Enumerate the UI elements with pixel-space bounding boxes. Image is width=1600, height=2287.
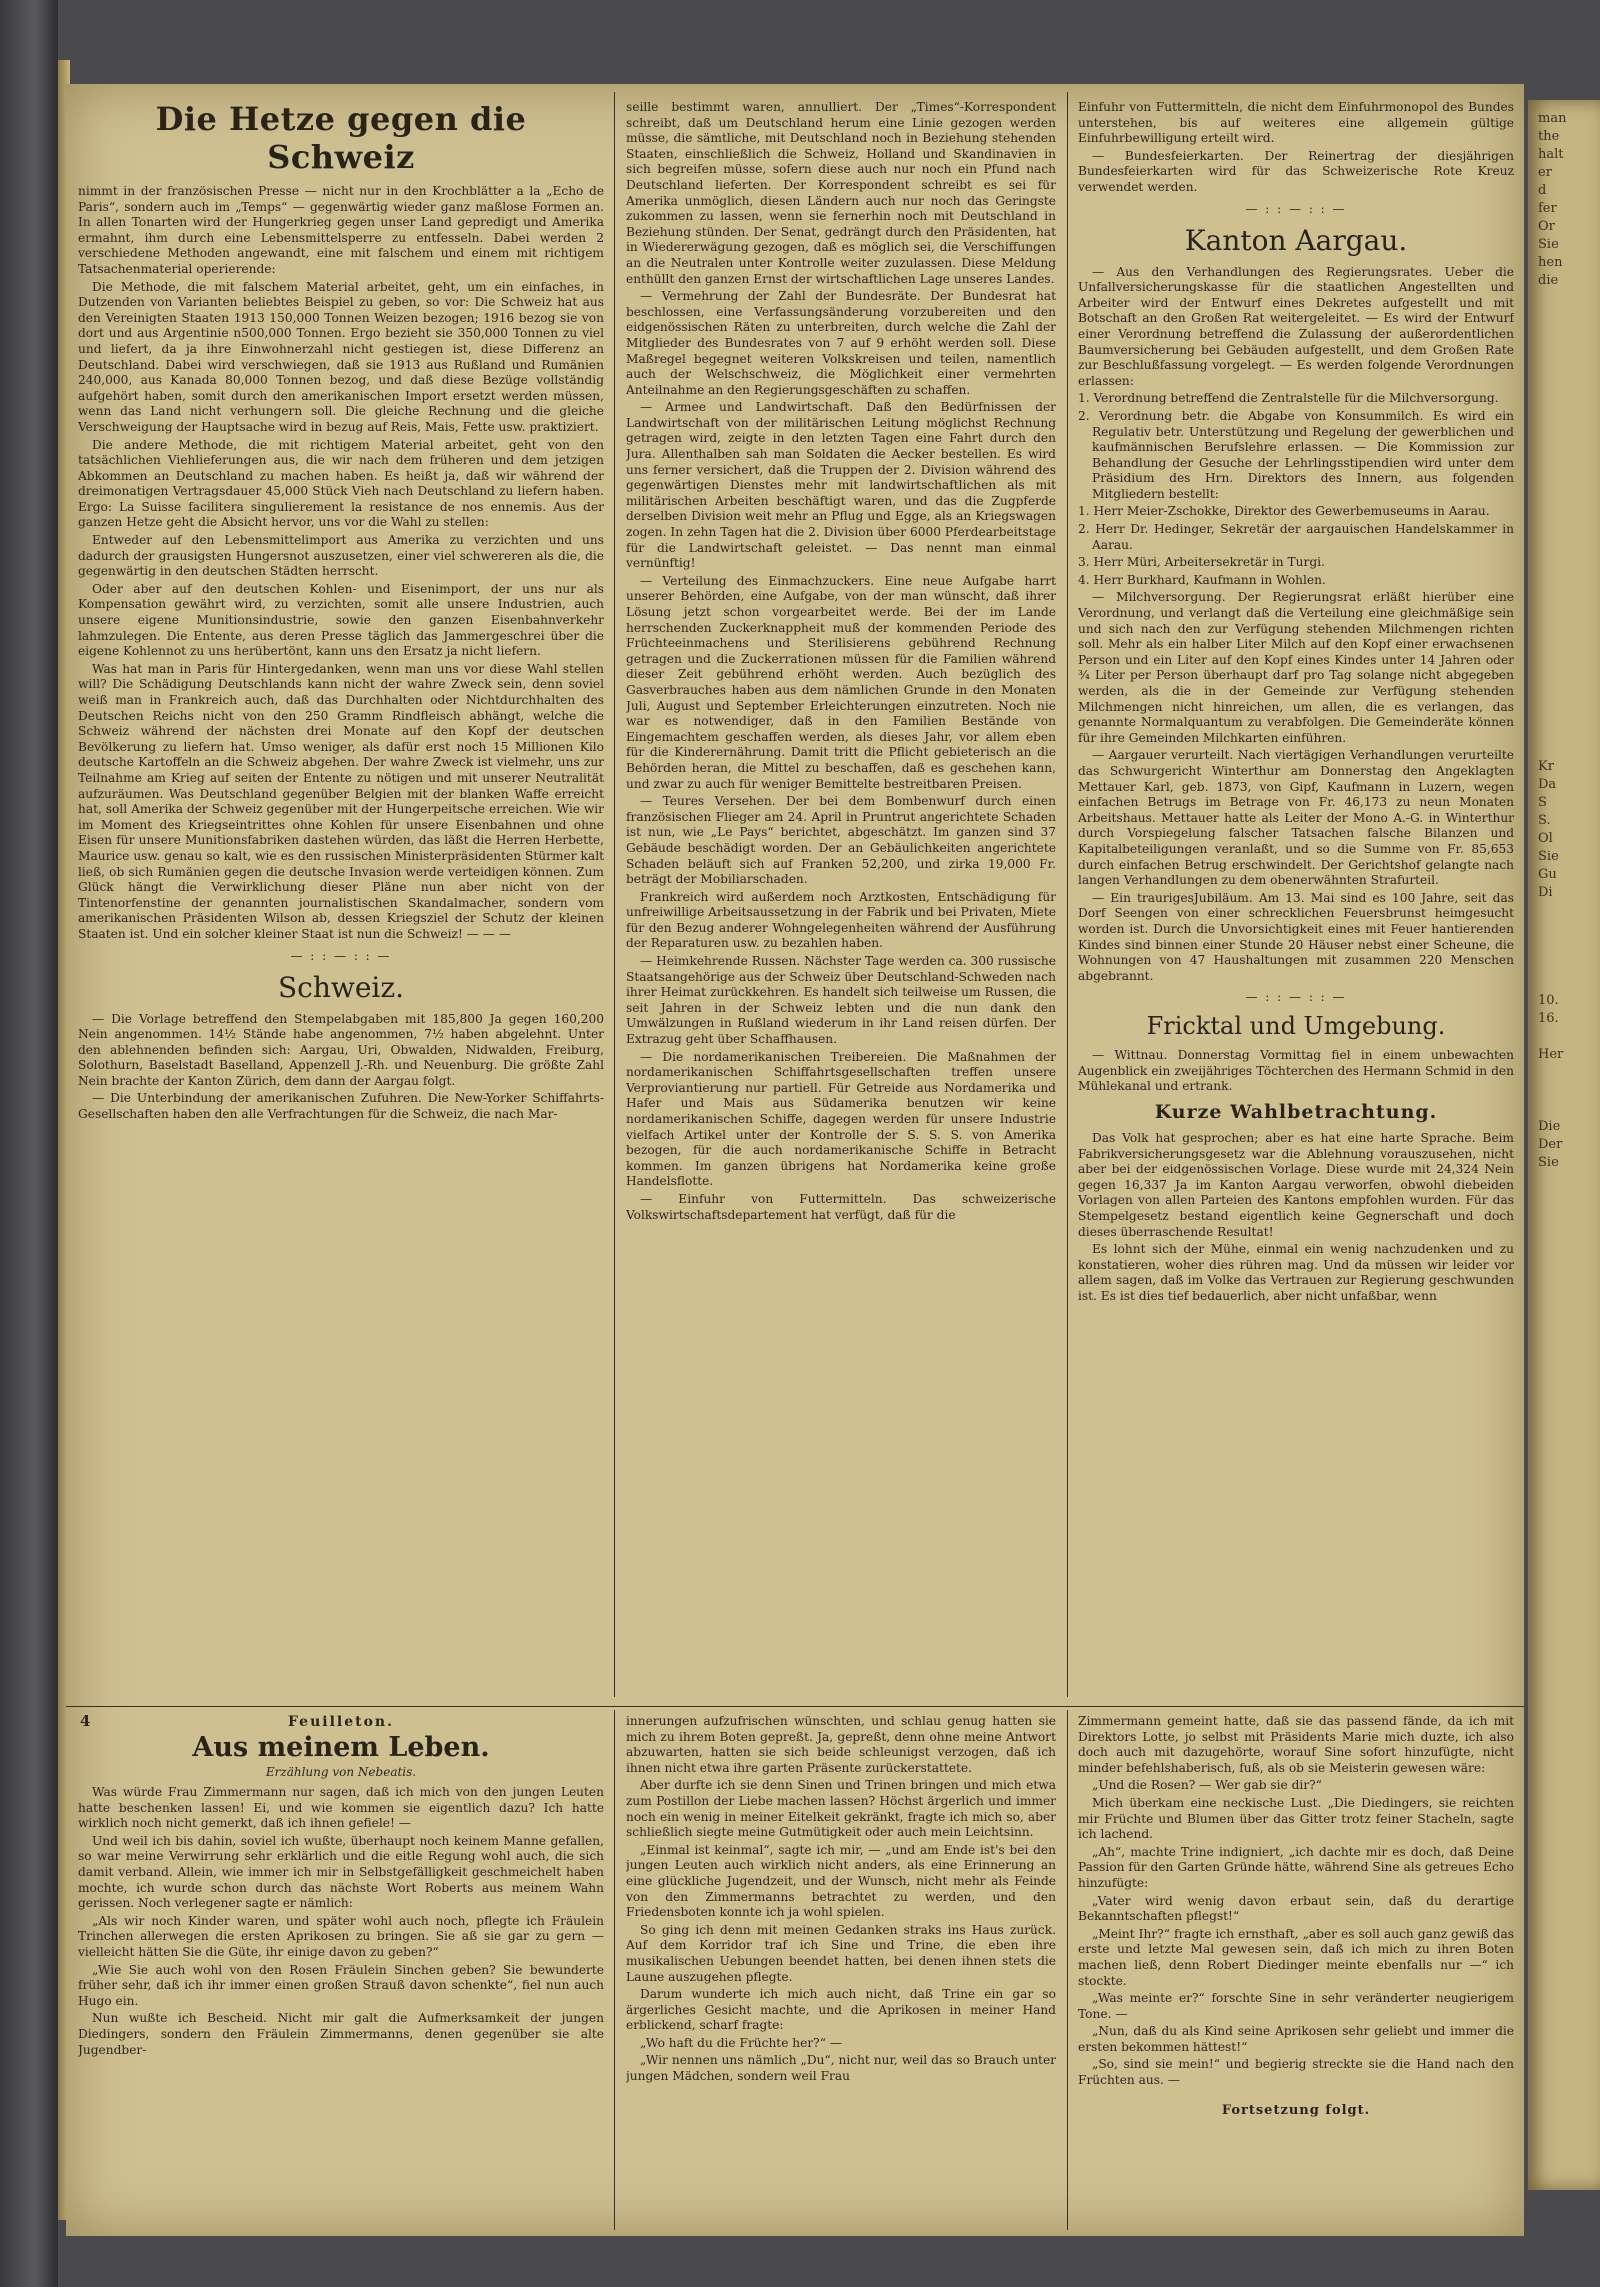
- paragraph: Zimmermann gemeint hatte, daß sie das passend fände, da ich mit Direktors Lotte, jo selbst mit Präsidents Marie mich duzte, ich also doch auch mit dazugehörte, worauf Sine sofort hinzufügte, nicht minder befehlshaberisch, fuß, als ob sie Meisterin gewesen wäre:: [1078, 1714, 1514, 1775]
- paragraph: Darum wunderte ich mich auch nicht, daß Trine ein gar so ärgerliches Gesicht machte, und die Aprikosen in meiner Hand erblickend, scharf fragte:: [626, 1987, 1056, 2033]
- book-binding: [0, 0, 58, 2287]
- paragraph: „Nun, daß du als Kind seine Aprikosen sehr geliebt und immer die ersten bekommen hättest!“: [1078, 2024, 1514, 2054]
- adjacent-page-edge: [1528, 100, 1600, 2190]
- paragraph: nimmt in der französischen Presse — nicht nur in den Krochblätter a la „Echo de Paris“, sondern auch im „Temps“ — gegenwärtig wieder ganz maßlose Formen an. In allen Tonarten wird der Hungerkrieg gegen unser Land gepredigt und Amerika ermahnt, ihm durch eine Lebensmittelsperre zu entfesseln. Dabei werden 2 verschiedene Methoden angewandt, eine mit falschem und einem mit richtigem Tatsachenmaterial operierende:: [78, 184, 604, 276]
- column-2: [626, 100, 1056, 1700]
- paragraph: Mich überkam eine neckische Lust. „Die Diedingers, sie reichten mir Früchte und Blumen über das Gitter trotz feiner Stacheln, sagte ich lachend.: [1078, 1795, 1514, 1842]
- list-item: 4. Herr Burkhard, Kaufmann in Wohlen.: [1078, 572, 1326, 587]
- feuilleton-title: Aus meinem Leben.: [192, 1732, 490, 1763]
- separator: — : : — : : —: [290, 948, 392, 963]
- separator: — : : — : : —: [1245, 990, 1347, 1005]
- paragraph: — Teures Versehen. Der bei dem Bombenwurf durch einen französischen Flieger am 24. April in Pruntrut angerichtete Schaden ist nun, wie „Le Pays“ berichtet, abgeschätzt. Im ganzen sind 37 Gebäude beschädigt worden. Der an Gebäulichkeiten angerichtete Schaden beläuft sich auf Franken 52,200, und zirka 19,000 Fr. beträgt der Mobiliarschaden.: [626, 794, 1056, 887]
- headline-fricktal: Fricktal und Umgebung.: [1146, 1012, 1446, 1041]
- feuilleton-column-3: [1078, 1714, 1514, 2229]
- paragraph: Was würde Frau Zimmermann nur sagen, daß ich mich von den jungen Leuten hatte beschenken lassen! Ei, und wie kommen sie eigentlich dazu? Ich hatte wirklich noch nicht gemerkt, daß ich ihnen gefiele! —: [78, 1785, 604, 1831]
- paragraph: — Die nordamerikanischen Treibereien. Die Maßnahmen der nordamerikanischen Schiffahrtsgesellschaften treffen unsere Verproviantierung nur partiell. Für Getreide aus Nordamerika und Hafer und Mais aus Südamerika benutzen wir keine nordamerikanischen Schiffe, dagegen werden für unsere Industrie vielfach Artikel unter der Kontrolle der S. S. S. von Amerika bezogen, für die auch nordamerikanische Schiffe in Betracht kommen. Im ganzen übrigens hat Nordamerika keine große Handelsflotte.: [626, 1049, 1056, 1189]
- paragraph: „Meint Ihr?“ fragte ich ernsthaft, „aber es soll auch ganz gewiß das erste und letzte Mal gewesen sein, daß ich mich zu ihren Boten machen ließ, denn Robert Diedinger meinte ebenfalls nur —“ ich stockte.: [1078, 1926, 1514, 1988]
- paragraph: — Ein traurigesJubiläum. Am 13. Mai sind es 100 Jahre, seit das Dorf Seengen von einer schrecklichen Feuersbrunst heimgesucht worden ist. Durch die Unvorsichtigkeit eines mit Feuer hantierenden Kindes sind binnen einer Stunde 20 Häuser nebst einer Scheune, die Wohnungen von 47 Haushaltungen mit zusammen 220 Menschen abgebrannt.: [1078, 890, 1514, 983]
- paragraph: Die Methode, die mit falschem Material arbeitet, geht, um ein einfaches, in Dutzenden von Varianten beliebtes Beispiel zu geben, so vor: Die Schweiz hat aus den Vereinigten Staaten 1913 150,000 Tonnen Weizen bezogen; 1916 bezog sie von dort und aus Argentinie n500,000 Tonnen. Ergo bezieht sie 350,000 Tonnen zu viel und liefert, da ja ihre Einwohnerzahl nicht gestiegen ist, diese Differenz an Deutschland. Dabei wird verschwiegen, daß sie 1913 aus Rußland und Rumänien 240,000, aus Kanada 80,000 Tonnen bezog, und daß diese Bezüge vollständig aufgehört haben, somit durch den amerikanischen Import ersetzt werden müssen, wenn das Land nicht verhungern soll. Die gleiche Rechnung und die gleiche Verschweigung der Hauptsache wird in bezug auf Reis, Mais, Fette usw. praktiziert.: [78, 279, 604, 434]
- feuilleton-subtitle: Erzählung von Nebeatis.: [265, 1765, 417, 1779]
- paragraph: — Aus den Verhandlungen des Regierungsrates. Ueber die Unfallversicherungskasse für die staatlichen Angestellten und Arbeiter wird der Entwurf eines Dekretes aufgestellt und mit Botschaft an den Großen Rat weitergeleitet. — Es wird der Entwurf einer Verordnung betreffend die Zulassung der außerordentlichen Baumversicherung bei Gebäuden aufgestellt, und dem Großen Rate zur Beschlußfassung vorgelegt. — Es werden folgende Verordnungen erlassen:: [1078, 264, 1514, 388]
- feuilleton-column-1: [78, 1714, 604, 2229]
- feuilleton-column-2: [626, 1714, 1056, 2229]
- paragraph: — Heimkehrende Russen. Nächster Tage werden ca. 300 russische Staatsangehörige aus der Schweiz über Deutschland-Schweden nach ihrer Heimat zurückkehren. Es handelt sich teilweise um Russen, die seit Jahren in der Schweiz lebten und die nun dank den Umwälzungen in Rußland wiederum in ihr Land reisen dürfen. Der Extrazug geht über Schaffhausen.: [626, 954, 1056, 1047]
- paragraph: — Die Unterbindung der amerikanischen Zufuhren. Die New-Yorker Schiffahrts-Gesellschaften haben den alle Verfrachtungen für die Schweiz, die nach Mar-: [78, 1091, 604, 1122]
- paragraph: — Verteilung des Einmachzuckers. Eine neue Aufgabe harrt unserer Behörden, eine Aufgabe, von der man wünscht, daß ihrer Lösung jetzt schon vorgearbeitet werde. Bei der im Lande herrschenden Zuckerknappheit muß der kommenden Periode des Früchteeinmachens und Sterilisierens gebührend Rechnung getragen und die Zuckerrationen müssen für die Familien während dieser Zeit gebührend erhöht werden. Auch bezüglich des Gasverbrauches haben aus dem nämlichen Grunde in den Monaten Juli, August und September Erleichterungen einzutreten. Noch nie war es notwendiger, daß in den Familien Bestände von Eingemachtem geschaffen werden, als dieses Jahr, vor allem eben für die Kinderernährung. Damit tritt die Pflicht gebieterisch an die Behörden heran, die Mittel zu beschaffen, daß es geschehen kann, und zwar zu auch für weniger Bemittelte bestreitbaren Preisen.: [626, 573, 1056, 791]
- paragraph: „Was meinte er?“ forschte Sine in sehr veränderter neugierigem Tone. —: [1078, 1991, 1514, 2021]
- headline-schweiz: Schweiz.: [277, 970, 405, 1004]
- paragraph: Entweder auf den Lebensmittelimport aus Amerika zu verzichten und uns dadurch der grausigsten Hungersnot auszusetzen, einer viel schwereren als die, die gegenwärtig in den deutschen Städten herrscht.: [78, 533, 604, 579]
- list-item: 1. Herr Meier-Zschokke, Direktor des Gewerbemuseums in Aarau.: [1078, 504, 1490, 519]
- paragraph: Es lohnt sich der Mühe, einmal ein wenig nachzudenken und zu konstatieren, woher dies rühren mag. Und da müssen wir leider vor allem sagen, daß im Volke das Vertrauen zur Regierung geschwunden ist. Es ist dies tief bedauerlich, aber nicht unfaßbar, wenn: [1078, 1242, 1514, 1303]
- paragraph: — Vermehrung der Zahl der Bundesräte. Der Bundesrat hat beschlossen, eine Verfassungsänderung vorzubereiten und den eidgenössischen Räten zu unterbreiten, durch welche die Zahl der Mitglieder des Bundesrates von 7 auf 9 erhöht werden soll. Diese Maßregel begegnet weiteren Volkskreisen und teilen, namentlich auch der Welschschweiz, die Möglichkeit einer vermehrten Anteilnahme an den Regierungsgeschäften zu schaffen.: [626, 289, 1056, 397]
- paragraph: Die andere Methode, die mit richtigem Material arbeitet, geht von den tatsächlichen Viehlieferungen aus, die wir nach dem früheren und dem jetzigen Abkommen an Deutschland zu machen haben. Es heißt ja, daß wir während der dreimonatigen Vertragsdauer 45,000 Stück Vieh nach Deutschland zu liefern haben. Ergo: La Suisse facilitera singulierement la resistance de nos ennemis. Aus der ganzen Hetze geht die Absicht hervor, uns vor die Wahl zu stellen:: [78, 437, 604, 530]
- paragraph: „Als wir noch Kinder waren, und später wohl auch noch, pflegte ich Fräulein Trinchen allerwegen die ersten Aprikosen zu bringen. Sie aß sie gar zu gern — vielleicht hätten Sie die Güte, ihr einige davon zu geben?“: [78, 1913, 604, 1959]
- paragraph: „Einmal ist keinmal“, sagte ich mir, — „und am Ende ist's bei den jungen Leuten auch wirklich nicht anders, als eine Erinnerung an eine glückliche Jugendzeit, und der Wunsch, nicht mehr als Feinde von den Zimmermanns betrachtet zu werden, und den Friedensboten konnte ich ja wohl spielen.: [626, 1842, 1056, 1920]
- paragraph: Einfuhr von Futtermitteln, die nicht dem Einfuhrmonopol des Bundes unterstehen, bis auf weiteres eine allgemein gültige Einfuhrbewilligung erteilt wird.: [1078, 100, 1514, 146]
- headline-hetze: Die Hetze gegen die Schweiz: [155, 100, 527, 176]
- paragraph: — Einfuhr von Futtermitteln. Das schweizerische Volkswirtschaftsdepartement hat verfügt, daß für die: [626, 1191, 1056, 1222]
- separator: — : : — : : —: [1245, 201, 1347, 216]
- paragraph: — Bundesfeierkarten. Der Reinertrag der diesjährigen Bundesfeierkarten wird für das Schweizerische Rote Kreuz verwendet werden.: [1078, 148, 1514, 194]
- paragraph: — Milchversorgung. Der Regierungsrat erläßt hierüber eine Verordnung, und verlangt daß die Verteilung eine gleichmäßige sein und sich nach den zur Verfügung stehenden Milchmengen richten soll. Mehr als ein halber Liter Milch auf den Kopf einer erwachsenen Person und ein Liter auf den Kopf eines Kindes unter 14 Jahren oder ¾ Liter per Person überhaupt darf pro Tag solange nicht abgegeben werden, als die in der Gemeinde zur Verfügung stehenden Milchmengen nicht hinreichen, um allen, die es verlangen, das genannte Normalquantum zu verabfolgen. Die Gemeinderäte können für ihre Gemeinden Milchkarten einführen.: [1078, 590, 1514, 745]
- feuilleton-label: Feuilleton.: [288, 1714, 394, 1730]
- column-rule: [614, 92, 615, 1697]
- column-rule: [1067, 1710, 1068, 2230]
- paragraph: — Wittnau. Donnerstag Vormittag fiel in einem unbewachten Augenblick ein zweijähriges Töchterchen des Hermann Schmid in den Mühlekanal und ertrank.: [1078, 1048, 1514, 1094]
- headline-aargau: Kanton Aargau.: [1184, 223, 1408, 257]
- paragraph: Und weil ich bis dahin, soviel ich wußte, überhaupt noch keinem Manne gefallen, so war meine Verwirrung sehr erklärlich und die eitle Regung wohl auch, die sich damit verband. Allein, wie immer ich mir in Selbstgefälligkeit geschmeichelt haben mochte, ich wurde schon durch das nächste Wort Roberts aus meinem Wahn gerissen. Noch verlegener sagte er nämlich:: [78, 1833, 604, 1911]
- paragraph: Nun wußte ich Bescheid. Nicht mir galt die Aufmerksamkeit der jungen Diedingers, sondern den Fräulein Zimmermanns, denen gegenüber sie alte Jugendber-: [78, 2011, 604, 2057]
- column-1: [78, 100, 604, 1700]
- column-3: [1078, 100, 1514, 1700]
- paragraph: Oder aber auf den deutschen Kohlen- und Eisenimport, der uns nur als Kompensation gewährt wird, zu verzichten, somit alle unsere Industrien, auch unsere eigene Munitionsindustrie, sowie den ganzen Eisenbahnverkehr lahmzulegen. Die Entente, aus deren Presse täglich das Jammergeschrei über die eigene Kohlennot zu uns herübertönt, kann uns den Ersatz ja nicht liefern.: [78, 581, 604, 659]
- paragraph: Aber durfte ich sie denn Sinen und Trinen bringen und mich etwa zum Postillon der Liebe machen lassen? Höchst ärgerlich und immer noch ein wenig in meiner Eitelkeit gekränkt, fragte ich mich so, aber schließlich siegte meine Gutmütigkeit oder auch mein Leichtsinn.: [626, 1778, 1056, 1840]
- paragraph: Was hat man in Paris für Hintergedanken, wenn man uns vor diese Wahl stellen will? Die Schädigung Deutschlands kann nicht der wahre Zweck sein, denn soviel weiß man in Frankreich auch, daß das Durchhalten oder Nichtdurchhalten des Deutschen Reichs nicht von den 250 Gramm Rindfleisch abhängt, welche die Schweiz während der nächsten drei Monate auf den Kopf der deutschen Bevölkerung zu liefern hat. Umso weniger, als dafür erst noch 15 Millionen Kilo deutsche Kartoffeln an die Schweiz abgehen. Der wahre Zweck ist vielmehr, uns zur Teilnahme am Krieg auf seiten der Entente zu nötigen und mit unserer Neutralität aufzuräumen. Was Deutschland gegenüber Belgien mit der blanken Waffe erreicht hat, soll Amerika der Schweiz gegenüber mit der Hungerpeitsche erreichen. Wie wir im Moment des Kriegseintrittes ohne Kohlen für unsere Eisenbahnen und ohne Eisen für unsere Munitionsfabriken dastehen würden, das läßt die Herren Herbette, Maurice usw. genau so kalt, wie es den russischen Ministerpräsidenten Stürmer kalt ließ, ob sich Rumänien gegen die deutsche Invasion werde verteidigen können. Zum Glück hängt die Verwirklichung dieser Pläne nun aber nicht von der Tintenorfenstine der genannten journalistischen Skandalmacher, sondern vom amerikanischen Präsidenten Wilson ab, dessen Kriegsziel der Schutz der kleinen Staaten ist. Und ein solcher kleiner Staat ist nun die Schweiz! — — —: [78, 661, 604, 941]
- list-item: 2. Herr Dr. Hedinger, Sekretär der aargauischen Handelskammer in Aarau.: [1078, 522, 1514, 552]
- paragraph: „Ah“, machte Trine indigniert, „ich dachte mir es doch, daß Deine Passion für den Garten Gründe hätte, während Sine als getreues Echo hinzufügte:: [1078, 1844, 1514, 1890]
- paragraph: — Die Vorlage betreffend den Stempelabgaben mit 185,800 Ja gegen 160,200 Nein angenommen. 14½ Stände habe angenommen, 7½ haben abgelehnt. Unter den ablehnenden befinden sich: Aargau, Uri, Obwalden, Nidwalden, Freiburg, Solothurn, Baselstadt Baselland, Appenzell J.-Rh. und Neuenburg. Die größte Zahl Nein brachte der Kanton Zürich, dem dann der Aargau folgt.: [78, 1011, 604, 1088]
- paragraph: seille bestimmt waren, annulliert. Der „Times“-Korrespondent schreibt, daß um Deutschland herum eine Linie gezogen werden müsse, die sämtliche, mit Deutschland noch in Beziehung stehenden Staaten, einschließlich die Schweiz, Holland und Skandinavien in sich begreifen müsse, sofern diese auch nur noch ein Pfund nach Deutschland lieferten. Der Korrespondent schreibt es sei für Amerika unmöglich, diesen Ländern auch nur noch das Geringste zukommen zu lassen, wenn sie fernerhin noch mit Deutschland in Beziehung stünden. Der Senat, gedrängt durch den Präsidenten, hat in Wiedererwägung gezogen, daß es möglich sei, die Verschiffungen an die Neutralen unter Kontrolle weiter zuzulassen. Diese Meldung enthüllt den ganzen Ernst der wirtschaftlichen Lage unseres Landes.: [626, 100, 1056, 286]
- adjacent-page-fragment: man the halt er d fer Or Sie hen die Kr Da S S. Ol Sie Gu Di 10. 16. Her Die Der Sie: [1538, 111, 1567, 1170]
- paragraph: „So, sind sie mein!“ und begierig streckte sie die Hand nach den Früchten aus. —: [1078, 2057, 1514, 2088]
- paragraph: Frankreich wird außerdem noch Arztkosten, Entschädigung für unfreiwillige Arbeitsaussetzung in der Fabrik und bei Privaten, Miete für den Bezug anderer Wohngelegenheiten während der Ausführung der Reparaturen usw. zu bezahlen haben.: [626, 889, 1056, 951]
- paragraph: „Und die Rosen? — Wer gab sie dir?“: [1092, 1778, 1322, 1793]
- page-number: 4: [80, 1712, 91, 1730]
- feuilleton-divider: [66, 1706, 1524, 1707]
- paragraph: — Armee und Landwirtschaft. Daß den Bedürfnissen der Landwirtschaft von der militärischen Leitung möglichst Rechnung getragen wird, zeigte in den letzten Tagen eine Fahrt durch den Jura. Allenthalben sah man Soldaten die Aecker bestellen. Es wird uns ferner versichert, daß die Truppen der 2. Division während des gegenwärtigen Dienstes mehr mit landwirtschaftlichen als mit militärischen Arbeiten beschäftigt waren, und das die Zugpferde derselben Division weit mehr an Pflug und Egge, als an Kriegswagen zogen. In zehn Tagen hat die 2. Division über 6000 Pferdearbeitstage für die Landwirtschaft geleistet. — Das nennt man einmal vernünftig!: [626, 400, 1056, 571]
- paragraph: „Vater wird wenig davon erbaut sein, daß du derartige Bekanntschaften pflegst!“: [1078, 1893, 1514, 1924]
- list-item: 1. Verordnung betreffend die Zentralstelle für die Milchversorgung.: [1078, 391, 1499, 406]
- continued-notice: Fortsetzung folgt.: [1221, 2102, 1371, 2118]
- newspaper-page: [66, 84, 1524, 2236]
- paragraph: innerungen aufzufrischen wünschten, und schlau genug hatten sie mich zu ihrem Boten gepreßt. Ja, gepreßt, denn ohne meine Antwort abzuwarten, hatten sie sich beide schleunigst verzogen, daß ich ihnen nicht etwa ihre garten Präsente zurückerstattete.: [626, 1714, 1056, 1775]
- headline-kurze-wahlbetrachtung: Kurze Wahlbetrachtung.: [1154, 1101, 1438, 1124]
- paragraph: „Wo haft du die Früchte her?“ —: [640, 2035, 843, 2050]
- paragraph: — Aargauer verurteilt. Nach viertägigen Verhandlungen verurteilte das Schwurgericht Winterthur am Donnerstag den Angeklagten Mettauer Karl, geb. 1873, von Gipf, Kaufmann in Luzern, wegen einfachen Betrugs im Betrage von Fr. 46,173 zu neun Monaten Arbeitshaus. Mettauer hatte als Leiter der Mono A.-G. in Winterthur durch Vorspiegelung falscher Tatsachen falsche Bilanzen und Kapitalbeteiligungen veranlaßt, und so die Summe von Fr. 85,653 durch einfachen Betrug erschwindelt. Der Gerichtshof gelangte nach langen Verhandlungen zu dem obenerwähnten Strafurteil.: [1078, 748, 1514, 888]
- paragraph: „Wie Sie auch wohl von den Rosen Fräulein Sinchen geben? Sie bewunderte früher sehr, daß ich ihr immer einen großen Strauß davon schenkte“, fiel nun auch Hugo ein.: [78, 1962, 604, 2008]
- list-item: 2. Verordnung betr. die Abgabe von Konsummilch. Es wird ein Regulativ betr. Unterstützung und Regelung der gewerblichen und kaufmännischen Berufslehre erlassen. — Die Kommission zur Behandlung der Gesuche der Lehrlingsstipendien wird unter dem Präsidium des Hrn. Direktors des Innern, aus folgenden Mitgliedern bestellt:: [1078, 408, 1514, 501]
- paragraph: So ging ich denn mit meinen Gedanken straks ins Haus zurück. Auf dem Korridor traf ich Sine und Trine, die eben ihre musikalischen Uebungen beendet hatten, bei denen ihnen stets die Laune auszugehen pflegte.: [626, 1922, 1056, 1984]
- paragraph: „Wir nennen uns nämlich „Du“, nicht nur, weil das so Brauch unter jungen Mädchen, sondern weil Frau: [626, 2053, 1056, 2084]
- column-rule: [1067, 92, 1068, 1697]
- paragraph: Das Volk hat gesprochen; aber es hat eine harte Sprache. Beim Fabrikversicherungsgesetz war die Ablehnung vorauszusehen, nicht aber bei der eidgenössischen Vorlage. Diese wurde mit 24,324 Nein gegen 16,337 Ja im Kanton Aargau verworfen, obwohl diebeiden Vorlagen von allen Parteien des Kantons empfohlen wurden. Für das Stempelgesetz bestand eigentlich keine Gegnerschaft und doch dieses überraschende Resultat!: [1078, 1131, 1514, 1239]
- column-rule: [614, 1710, 615, 2230]
- list-item: 3. Herr Müri, Arbeitersekretär in Turgi.: [1078, 555, 1325, 570]
